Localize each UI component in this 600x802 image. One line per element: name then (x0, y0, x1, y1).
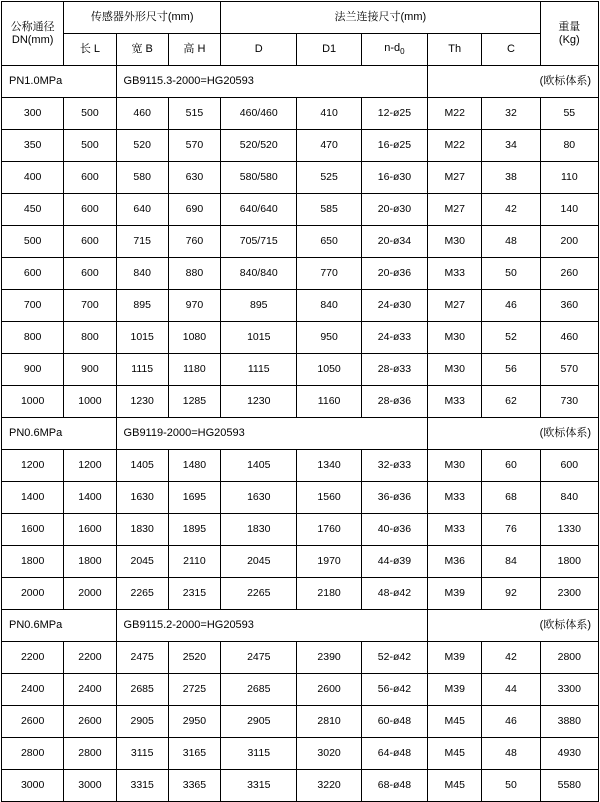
table-row (2, 482, 599, 514)
spec-sheet (0, 1, 600, 792)
table-row (2, 770, 599, 802)
cell-c5: 2600 (297, 674, 361, 706)
cell-c6: 32-ø33 (361, 450, 427, 482)
cell-c4: 1230 (221, 386, 297, 418)
cell-c0: 2800 (2, 738, 64, 770)
cell-c9: 5580 (540, 770, 598, 802)
cell-c6: 24-ø33 (361, 322, 427, 354)
cell-c5: 950 (297, 322, 361, 354)
group-pressure: PN0.6MPa (2, 610, 117, 642)
cell-c6: 16-ø25 (361, 130, 427, 162)
cell-c2: 3315 (116, 770, 168, 802)
group-note: (欧标体系) (428, 66, 599, 98)
cell-c2: 840 (116, 258, 168, 290)
cell-c8: 32 (482, 98, 540, 130)
cell-c3: 880 (168, 258, 220, 290)
cell-c0: 1400 (2, 482, 64, 514)
cell-c7: M36 (428, 546, 482, 578)
table-row (2, 450, 599, 482)
cell-c0: 1800 (2, 546, 64, 578)
cell-c5: 585 (297, 194, 361, 226)
cell-c2: 1405 (116, 450, 168, 482)
cell-c9: 55 (540, 98, 598, 130)
cell-c4: 3315 (221, 770, 297, 802)
cell-c1: 2800 (64, 738, 116, 770)
cell-c9: 570 (540, 354, 598, 386)
cell-c2: 1230 (116, 386, 168, 418)
header-subcol-4: D1 (297, 34, 361, 66)
cell-c6: 12-ø25 (361, 98, 427, 130)
cell-c3: 3365 (168, 770, 220, 802)
group-pressure: PN1.0MPa (2, 66, 117, 98)
group-note: (欧标体系) (428, 610, 599, 642)
cell-c6: 20-ø34 (361, 226, 427, 258)
header-subcol-0: 长 L (64, 34, 116, 66)
cell-c0: 2200 (2, 642, 64, 674)
cell-c3: 1480 (168, 450, 220, 482)
cell-c7: M27 (428, 194, 482, 226)
cell-c1: 2600 (64, 706, 116, 738)
cell-c2: 2475 (116, 642, 168, 674)
table-row (2, 354, 599, 386)
cell-c2: 1015 (116, 322, 168, 354)
cell-c7: M30 (428, 450, 482, 482)
table-row (2, 546, 599, 578)
cell-c7: M30 (428, 226, 482, 258)
cell-c4: 1405 (221, 450, 297, 482)
table-row (2, 738, 599, 770)
cell-c3: 970 (168, 290, 220, 322)
cell-c0: 800 (2, 322, 64, 354)
cell-c0: 2400 (2, 674, 64, 706)
cell-c3: 1080 (168, 322, 220, 354)
cell-c0: 1600 (2, 514, 64, 546)
cell-c4: 1630 (221, 482, 297, 514)
cell-c1: 600 (64, 194, 116, 226)
cell-c6: 44-ø39 (361, 546, 427, 578)
cell-c8: 60 (482, 450, 540, 482)
cell-c6: 60-ø48 (361, 706, 427, 738)
table-row (2, 514, 599, 546)
cell-c7: M22 (428, 98, 482, 130)
table-row (2, 642, 599, 674)
cell-c9: 80 (540, 130, 598, 162)
table-row (2, 194, 599, 226)
cell-c4: 2685 (221, 674, 297, 706)
cell-c8: 76 (482, 514, 540, 546)
table-row (2, 386, 599, 418)
cell-c3: 515 (168, 98, 220, 130)
cell-c4: 520/520 (221, 130, 297, 162)
cell-c8: 50 (482, 258, 540, 290)
header-weight-line1: 重量 (558, 20, 581, 33)
cell-c9: 110 (540, 162, 598, 194)
cell-c1: 600 (64, 226, 116, 258)
cell-c3: 570 (168, 130, 220, 162)
table-row (2, 98, 599, 130)
cell-c1: 600 (64, 258, 116, 290)
cell-c6: 52-ø42 (361, 642, 427, 674)
cell-c6: 20-ø36 (361, 258, 427, 290)
cell-c8: 84 (482, 546, 540, 578)
cell-c2: 580 (116, 162, 168, 194)
cell-c3: 2110 (168, 546, 220, 578)
cell-c4: 1015 (221, 322, 297, 354)
cell-c7: M27 (428, 162, 482, 194)
table-header-row-2 (2, 34, 599, 66)
cell-c0: 900 (2, 354, 64, 386)
cell-c7: M30 (428, 322, 482, 354)
cell-c0: 2000 (2, 578, 64, 610)
cell-c0: 350 (2, 130, 64, 162)
cell-c5: 1050 (297, 354, 361, 386)
cell-c3: 1180 (168, 354, 220, 386)
cell-c0: 1000 (2, 386, 64, 418)
cell-c8: 92 (482, 578, 540, 610)
cell-c4: 895 (221, 290, 297, 322)
cell-c6: 28-ø36 (361, 386, 427, 418)
cell-c3: 2520 (168, 642, 220, 674)
cell-c7: M30 (428, 354, 482, 386)
header-subcol-7: C (482, 34, 540, 66)
header-subcol-3: D (221, 34, 297, 66)
cell-c3: 3165 (168, 738, 220, 770)
cell-c5: 3020 (297, 738, 361, 770)
cell-c3: 2725 (168, 674, 220, 706)
cell-c9: 260 (540, 258, 598, 290)
cell-c8: 48 (482, 226, 540, 258)
cell-c4: 2045 (221, 546, 297, 578)
cell-c4: 460/460 (221, 98, 297, 130)
cell-c7: M39 (428, 578, 482, 610)
cell-c1: 1400 (64, 482, 116, 514)
cell-c5: 470 (297, 130, 361, 162)
cell-c1: 600 (64, 162, 116, 194)
cell-c5: 770 (297, 258, 361, 290)
cell-c8: 42 (482, 642, 540, 674)
header-subcol-2: 高 H (168, 34, 220, 66)
cell-c5: 2180 (297, 578, 361, 610)
cell-c5: 1560 (297, 482, 361, 514)
cell-c2: 1115 (116, 354, 168, 386)
cell-c3: 1695 (168, 482, 220, 514)
cell-c7: M33 (428, 386, 482, 418)
cell-c3: 2950 (168, 706, 220, 738)
cell-c3: 760 (168, 226, 220, 258)
cell-c9: 140 (540, 194, 598, 226)
cell-c4: 2905 (221, 706, 297, 738)
cell-c8: 68 (482, 482, 540, 514)
cell-c9: 1800 (540, 546, 598, 578)
cell-c9: 4930 (540, 738, 598, 770)
cell-c3: 1285 (168, 386, 220, 418)
cell-c8: 46 (482, 290, 540, 322)
cell-c6: 64-ø48 (361, 738, 427, 770)
cell-c0: 450 (2, 194, 64, 226)
header-subcol-5: $n-d_0$ (361, 34, 427, 66)
cell-c7: M22 (428, 130, 482, 162)
table-row (2, 226, 599, 258)
cell-c1: 700 (64, 290, 116, 322)
table-row (2, 322, 599, 354)
cell-c8: 38 (482, 162, 540, 194)
cell-c9: 3880 (540, 706, 598, 738)
cell-c4: 1115 (221, 354, 297, 386)
cell-c2: 2905 (116, 706, 168, 738)
group-header-row (2, 610, 599, 642)
cell-c7: M33 (428, 258, 482, 290)
cell-c4: 2265 (221, 578, 297, 610)
cell-c4: 580/580 (221, 162, 297, 194)
group-header-row (2, 418, 599, 450)
cell-c0: 600 (2, 258, 64, 290)
cell-c5: 1970 (297, 546, 361, 578)
cell-c8: 50 (482, 770, 540, 802)
specification-table (1, 1, 599, 802)
cell-c9: 460 (540, 322, 598, 354)
header-weight (540, 2, 598, 66)
header-group-sensor: 传感器外形尺寸(mm) (64, 2, 221, 34)
cell-c3: 630 (168, 162, 220, 194)
cell-c9: 730 (540, 386, 598, 418)
cell-c5: 410 (297, 98, 361, 130)
cell-c2: 715 (116, 226, 168, 258)
cell-c5: 3220 (297, 770, 361, 802)
header-subcol-6: Th (428, 34, 482, 66)
cell-c1: 500 (64, 98, 116, 130)
cell-c8: 48 (482, 738, 540, 770)
cell-c7: M45 (428, 706, 482, 738)
table-row (2, 258, 599, 290)
cell-c1: 1000 (64, 386, 116, 418)
cell-c8: 44 (482, 674, 540, 706)
cell-c7: M39 (428, 642, 482, 674)
cell-c0: 1200 (2, 450, 64, 482)
cell-c3: 1895 (168, 514, 220, 546)
cell-c9: 2800 (540, 642, 598, 674)
group-standard: GB9115.3-2000=HG20593 (116, 66, 428, 98)
cell-c6: 56-ø42 (361, 674, 427, 706)
cell-c1: 3000 (64, 770, 116, 802)
cell-c1: 1200 (64, 450, 116, 482)
cell-c8: 34 (482, 130, 540, 162)
cell-c1: 800 (64, 322, 116, 354)
cell-c5: 2810 (297, 706, 361, 738)
cell-c1: 2200 (64, 642, 116, 674)
cell-c8: 56 (482, 354, 540, 386)
cell-c9: 3300 (540, 674, 598, 706)
cell-c9: 840 (540, 482, 598, 514)
cell-c7: M45 (428, 738, 482, 770)
group-standard: GB9119-2000=HG20593 (116, 418, 428, 450)
cell-c0: 3000 (2, 770, 64, 802)
cell-c1: 900 (64, 354, 116, 386)
table-row (2, 162, 599, 194)
cell-c2: 460 (116, 98, 168, 130)
header-weight-line2: (Kg) (558, 33, 580, 46)
table-row (2, 290, 599, 322)
cell-c9: 2300 (540, 578, 598, 610)
cell-c2: 640 (116, 194, 168, 226)
cell-c2: 2045 (116, 546, 168, 578)
group-pressure: PN0.6MPa (2, 418, 117, 450)
cell-c4: 840/840 (221, 258, 297, 290)
cell-c1: 1600 (64, 514, 116, 546)
cell-c1: 1800 (64, 546, 116, 578)
cell-c2: 895 (116, 290, 168, 322)
cell-c7: M33 (428, 482, 482, 514)
cell-c9: 360 (540, 290, 598, 322)
cell-c9: 200 (540, 226, 598, 258)
cell-c9: 1330 (540, 514, 598, 546)
cell-c7: M33 (428, 514, 482, 546)
header-dn (2, 2, 64, 66)
cell-c6: 16-ø30 (361, 162, 427, 194)
cell-c4: 3115 (221, 738, 297, 770)
cell-c0: 500 (2, 226, 64, 258)
cell-c3: 690 (168, 194, 220, 226)
cell-c4: 2475 (221, 642, 297, 674)
cell-c5: 1760 (297, 514, 361, 546)
group-header-row (2, 66, 599, 98)
cell-c6: 48-ø42 (361, 578, 427, 610)
cell-c6: 40-ø36 (361, 514, 427, 546)
cell-c5: 1160 (297, 386, 361, 418)
table-row (2, 130, 599, 162)
header-group-flange: 法兰连接尺寸(mm) (221, 2, 541, 34)
table-row (2, 706, 599, 738)
cell-c2: 3115 (116, 738, 168, 770)
cell-c6: 68-ø48 (361, 770, 427, 802)
header-dn-line2: DN(mm) (11, 33, 54, 46)
cell-c5: 650 (297, 226, 361, 258)
cell-c6: 36-ø36 (361, 482, 427, 514)
table-header-row-1 (2, 2, 599, 34)
cell-c6: 20-ø30 (361, 194, 427, 226)
cell-c1: 2400 (64, 674, 116, 706)
cell-c0: 300 (2, 98, 64, 130)
cell-c7: M39 (428, 674, 482, 706)
cell-c4: 1830 (221, 514, 297, 546)
cell-c2: 2265 (116, 578, 168, 610)
cell-c7: M45 (428, 770, 482, 802)
cell-c0: 700 (2, 290, 64, 322)
cell-c8: 46 (482, 706, 540, 738)
cell-c2: 2685 (116, 674, 168, 706)
cell-c8: 42 (482, 194, 540, 226)
group-standard: GB9115.2-2000=HG20593 (116, 610, 428, 642)
cell-c5: 2390 (297, 642, 361, 674)
cell-c5: 840 (297, 290, 361, 322)
cell-c7: M27 (428, 290, 482, 322)
header-dn-line1: 公称通径 (10, 20, 55, 33)
cell-c4: 705/715 (221, 226, 297, 258)
cell-c5: 525 (297, 162, 361, 194)
cell-c6: 28-ø33 (361, 354, 427, 386)
cell-c2: 1830 (116, 514, 168, 546)
cell-c2: 1630 (116, 482, 168, 514)
header-subcol-1: 宽 B (116, 34, 168, 66)
cell-c1: 2000 (64, 578, 116, 610)
cell-c4: 640/640 (221, 194, 297, 226)
cell-c2: 520 (116, 130, 168, 162)
group-note: (欧标体系) (428, 418, 599, 450)
cell-c5: 1340 (297, 450, 361, 482)
table-row (2, 674, 599, 706)
table-row (2, 578, 599, 610)
cell-c3: 2315 (168, 578, 220, 610)
cell-c0: 2600 (2, 706, 64, 738)
cell-c8: 52 (482, 322, 540, 354)
cell-c6: 24-ø30 (361, 290, 427, 322)
cell-c0: 400 (2, 162, 64, 194)
cell-c1: 500 (64, 130, 116, 162)
cell-c9: 600 (540, 450, 598, 482)
cell-c8: 62 (482, 386, 540, 418)
